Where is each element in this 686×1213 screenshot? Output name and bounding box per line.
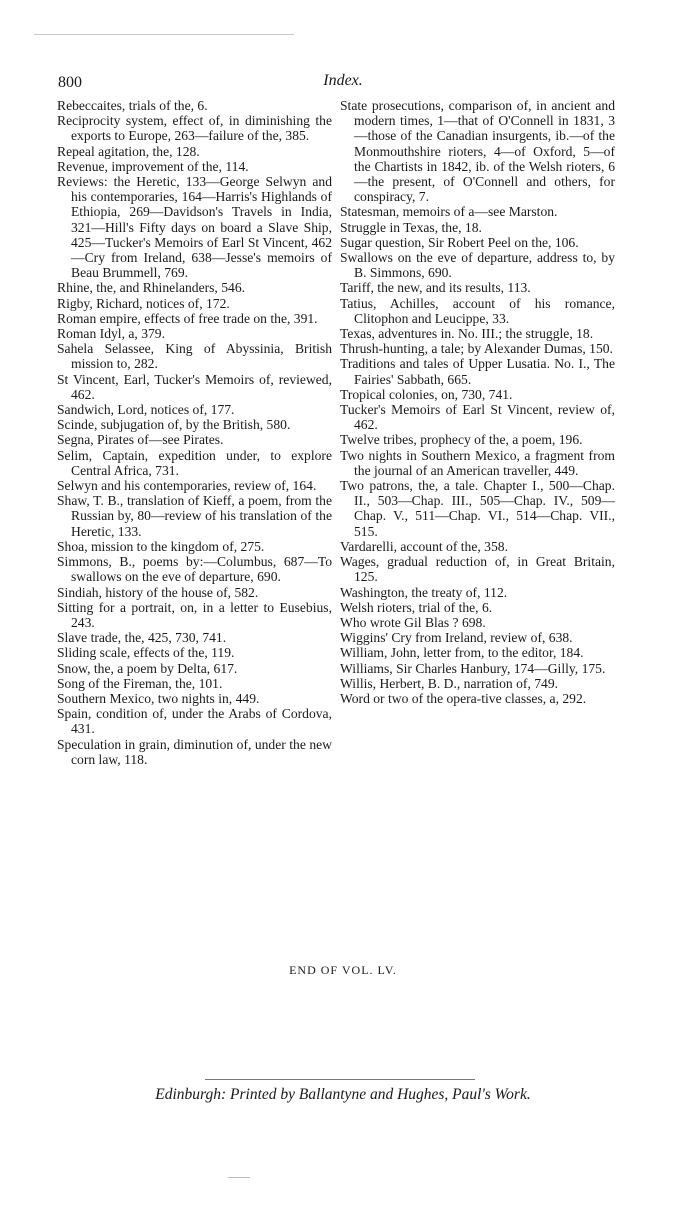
index-entry: Southern Mexico, two nights in, 449. [57,690,260,706]
printer-imprint: Edinburgh: Printed by Ballantyne and Hughes, Paul's Work. [155,1086,531,1103]
running-head-title: Index. [323,72,363,89]
index-entry: Sahela Selassee, King of Abyssinia, British mission to, 282. [57,341,332,372]
index-entry: Wiggins' Cry from Ireland, review of, 638. [340,630,573,646]
index-entry: State prosecutions, comparison of, in ancient and modern times, 1—that of O'Connell in 1831, 3—those of the Canadian insurgents, ib.—of the Monmouthshire rioters, 4—of Oxford, 5—of the Chartists in 1842, ib. of the Welsh rioters, 6—the present, of O'Connell and others, for conspiracy, 7. [340,98,615,205]
index-entry: Spain, condition of, under the Arabs of Cordova, 431. [57,706,332,737]
index-entry: Sindiah, history of the house of, 582. [57,584,259,600]
index-entry: Shaw, T. B., translation of Kieff, a poem, from the Russian by, 80—review of his translation of the Heretic, 133. [57,493,332,539]
index-entry: Rigby, Richard, notices of, 172. [57,295,230,311]
index-entry: Selim, Captain, expedition under, to explore Central Africa, 731. [57,447,332,478]
footer-mark [228,1177,250,1178]
index-entry: Wages, gradual reduction of, in Great Britain, 125. [340,554,615,585]
index-entry: Roman Idyl, a, 379. [57,326,165,342]
index-entry: Thrush-hunting, a tale; by Alexander Dumas, 150. [340,341,613,357]
index-entry: Word or two of the opera-tive classes, a, 292. [340,690,587,706]
index-entry: Statesman, memoirs of a—see Marston. [340,204,558,220]
index-entry: Texas, adventures in. No. III.; the struggle, 18. [340,326,594,342]
index-entry: Vardarelli, account of the, 358. [340,538,508,554]
index-entry: Segna, Pirates of—see Pirates. [57,432,224,448]
index-entry: Speculation in grain, diminution of, under the new corn law, 118. [57,736,332,767]
index-entry: Who wrote Gil Blas ? 698. [340,614,486,630]
index-entry: Willis, Herbert, B. D., narration of, 749. [340,675,559,691]
index-entry: Rhine, the, and Rhinelanders, 546. [57,280,246,296]
index-entry: Snow, the, a poem by Delta, 617. [57,660,238,676]
index-entry: Simmons, B., poems by:—Columbus, 687—To swallows on the eve of departure, 690. [57,554,332,585]
index-entry: Williams, Sir Charles Hanbury, 174—Gilly, 175. [340,660,606,676]
index-entry: Scinde, subjugation of, by the British, 580. [57,417,291,433]
index-entry: St Vincent, Earl, Tucker's Memoirs of, reviewed, 462. [57,371,332,402]
index-entry: Tropical colonies, on, 730, 741. [340,386,513,402]
index-entry: Tariff, the new, and its results, 113. [340,280,531,296]
index-entry: Sitting for a portrait, on, in a letter to Eusebius, 243. [57,599,332,630]
index-entry: Twelve tribes, prophecy of the, a poem, 196. [340,432,583,448]
index-entry: Traditions and tales of Upper Lusatia. No. I., The Fairies' Sabbath, 665. [340,356,615,387]
index-entry: Selwyn and his contemporaries, review of, 164. [57,478,317,494]
index-column-right [340,98,615,706]
index-entry: Welsh rioters, trial of the, 6. [340,599,493,615]
index-entry: Sliding scale, effects of the, 119. [57,645,235,661]
index-entry: Rebeccaites, trials of the, 6. [57,98,208,113]
index-entry: Roman empire, effects of free trade on the, 391. [57,310,318,326]
index-entry: Song of the Fireman, the, 101. [57,675,223,691]
index-entry: Reviews: the Heretic, 133—George Selwyn and his contemporaries, 164—Harris's Highlands of Ethiopia, 269—Davidson's Travels in India, 321—Hill's Fifty days on board a Slave Ship, 425—Tucker's Memoirs of Earl St Vincent, 462—Cry from Ireland, 638—Jesse's memoirs of Beau Brummell, 769. [57,174,332,281]
index-entry: Struggle in Texas, the, 18. [340,219,482,235]
index-column-left [57,98,332,767]
index-entry: Washington, the treaty of, 112. [340,584,508,600]
index-entry: Two patrons, the, a tale. Chapter I., 500—Chap. II., 503—Chap. III., 505—Chap. IV., 509—Chap. V., 511—Chap. VI., 514—Chap. VII., 515. [340,478,615,539]
top-decorative-rule [34,34,294,35]
index-entry: William, John, letter from, to the editor, 184. [340,645,584,661]
end-of-volume-note: END OF VOL. LV. [289,963,397,977]
index-entry: Two nights in Southern Mexico, a fragment from the journal of an American traveller, 449. [340,447,615,478]
index-entry: Repeal agitation, the, 128. [57,143,200,159]
index-entry: Reciprocity system, effect of, in diminishing the exports to Europe, 263—failure of the, 385. [57,113,332,144]
index-entry: Sugar question, Sir Robert Peel on the, 106. [340,234,579,250]
index-entry: Tucker's Memoirs of Earl St Vincent, review of, 462. [340,402,615,433]
index-entry: Shoa, mission to the kingdom of, 275. [57,538,265,554]
index-entry: Slave trade, the, 425, 730, 741. [57,630,227,646]
page-number: 800 [58,74,82,91]
index-entry: Tatius, Achilles, account of his romance, Clitophon and Leucippe, 33. [340,295,615,326]
imprint-rule [205,1079,475,1080]
index-entry: Revenue, improvement of the, 114. [57,158,249,174]
index-entry: Sandwich, Lord, notices of, 177. [57,402,235,418]
index-entry: Swallows on the eve of departure, address to, by B. Simmons, 690. [340,250,615,281]
